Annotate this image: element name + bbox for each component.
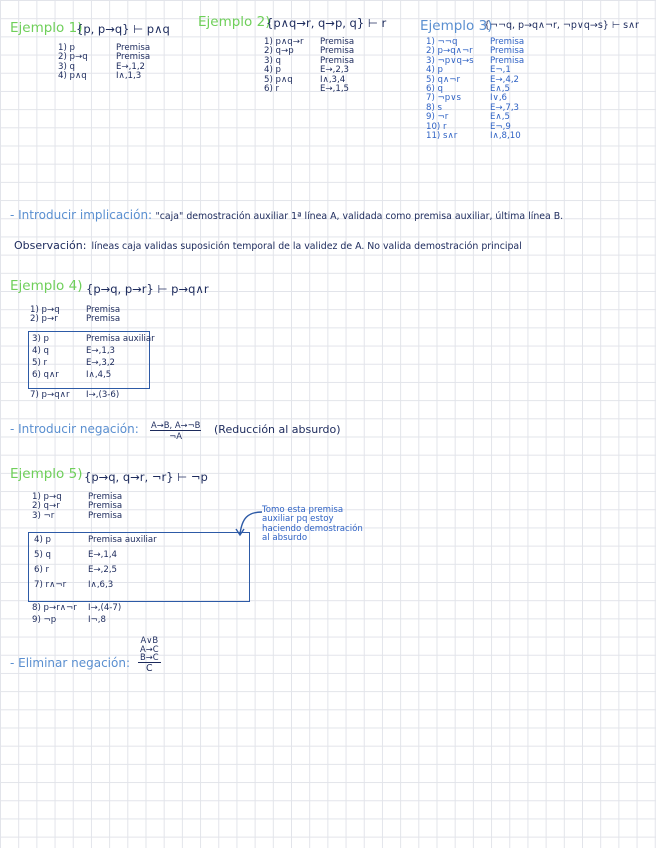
proof-line-number: 6) r — [34, 565, 50, 575]
proof-rule: E¬,9 — [490, 121, 511, 132]
proof-rule: I∧,8,10 — [490, 130, 521, 141]
example-4-lines-after — [30, 391, 70, 400]
proof-line-number: 5) p∧q — [264, 74, 293, 85]
rule-premise: A∨B — [140, 635, 159, 645]
negation-elim-title: - Eliminar negación: — [10, 656, 131, 670]
proof-line-number: 6) q — [426, 83, 444, 94]
example-2-sequent: {p∧q→r, q→p, q} ⊢ r — [266, 16, 387, 30]
proof-rule: Premisa — [320, 55, 355, 66]
example-5-rules-before — [88, 493, 122, 521]
proof-line-number: 7) r∧¬r — [34, 580, 67, 590]
example-1-rules — [116, 44, 150, 82]
rule-premise: A→C — [140, 643, 159, 654]
negation-elim-rule — [138, 636, 161, 674]
proof-line-number: 1) p — [58, 43, 76, 53]
implication-intro-title: - Introducir implicación: — [10, 208, 153, 222]
proof-rule: Premisa — [320, 46, 355, 57]
proof-rule: Premisa — [490, 46, 525, 57]
example-4-lines-box — [32, 335, 59, 383]
proof-line-number: 2) q→r — [32, 501, 60, 512]
example-1-sequent: {p, p→q} ⊢ p∧q — [76, 22, 170, 36]
example-5-lines-after — [32, 604, 77, 628]
proof-rule: Premisa — [86, 314, 121, 325]
proof-rule: E→,2,5 — [88, 565, 118, 575]
proof-rule: Premisa — [490, 37, 525, 47]
example-4-rules-box — [86, 335, 155, 383]
proof-line-number: 7) p→q∧r — [30, 390, 70, 400]
proof-rule: E→,2,3 — [320, 65, 350, 76]
proof-rule: Premisa — [88, 510, 123, 521]
example-5-lines-before — [32, 493, 62, 521]
proof-rule: Premisa — [490, 55, 525, 66]
negation-intro-note: (Reducción al absurdo) — [214, 423, 341, 436]
example-2-rules — [320, 38, 354, 94]
proof-line-number: 6) q∧r — [32, 370, 59, 380]
proof-rule: Premisa auxiliar — [86, 334, 155, 344]
proof-rule: E→,4,2 — [490, 74, 520, 85]
proof-rule: E→,1,2 — [116, 61, 146, 72]
observation-title: Observación: — [14, 239, 87, 252]
proof-line-number: 3) p — [32, 334, 50, 344]
proof-line-number: 4) p∧q — [58, 71, 87, 82]
proof-line-number: 3) q — [264, 55, 282, 66]
proof-rule: Premisa — [88, 492, 123, 502]
example-4-lines-before — [30, 306, 60, 325]
example-2-lines — [264, 38, 304, 94]
proof-rule: Premisa — [88, 501, 123, 512]
proof-rule: Premisa — [86, 305, 121, 315]
proof-rule: I→,(3-6) — [86, 390, 120, 400]
proof-line-number: 4) p — [426, 65, 444, 76]
example-5-label: Ejemplo 5) — [10, 466, 83, 482]
proof-line-number: 8) p→r∧¬r — [32, 603, 77, 613]
example-5-annotation — [262, 506, 363, 544]
proof-line-number: 1) p→q — [30, 305, 60, 315]
proof-line-number: 9) ¬p — [32, 615, 57, 625]
fraction-denominator: ¬A — [169, 431, 183, 441]
proof-rule: Premisa auxiliar — [88, 535, 157, 545]
example-5-lines-box — [34, 536, 66, 596]
example-5-sequent: {p→q, q→r, ¬r} ⊢ ¬p — [84, 470, 208, 484]
proof-line-number: 6) r — [264, 83, 280, 94]
example-5-rules-after — [88, 604, 121, 628]
proof-line-number: 4) p — [34, 535, 52, 545]
example-5-rules-box — [88, 536, 157, 596]
example-4-sequent: {p→q, p→r} ⊢ p→q∧r — [86, 282, 209, 296]
proof-line-number: 1) p→q — [32, 492, 62, 502]
example-3-lines — [426, 38, 474, 141]
proof-rule: E¬,1 — [490, 65, 511, 76]
proof-line-number: 5) r — [32, 358, 48, 368]
rule-premise: B→C — [140, 652, 159, 663]
proof-rule: I→,(4-7) — [88, 603, 122, 613]
proof-rule: Premisa — [320, 37, 355, 47]
proof-line-number: 2) p→q∧¬r — [426, 46, 473, 57]
proof-line-number: 9) ¬r — [426, 112, 449, 123]
proof-line-number: 4) p — [264, 65, 282, 76]
proof-line-number: 5) q — [34, 550, 52, 560]
example-3-label: Ejemplo 3) — [420, 18, 493, 34]
proof-rule: E∧,5 — [490, 112, 510, 123]
negation-intro-fraction — [150, 420, 201, 441]
proof-line-number: 8) s — [426, 102, 443, 113]
annotation-line: auxiliar pq estoy — [262, 514, 334, 525]
proof-rule: E→,1,3 — [86, 346, 116, 356]
proof-line-number: 3) q — [58, 61, 76, 72]
proof-rule: I∧,3,4 — [320, 74, 346, 85]
annotation-arrow-icon — [232, 508, 266, 542]
proof-rule: E→,1,5 — [320, 83, 350, 94]
proof-line-number: 3) ¬r — [32, 510, 55, 521]
proof-line-number: 1) ¬¬q — [426, 37, 458, 47]
example-2-label: Ejemplo 2) — [198, 14, 271, 30]
proof-line-number: 4) q — [32, 346, 50, 356]
negation-intro-title: - Introducir negación: — [10, 422, 139, 436]
rule-conclusion: C — [146, 662, 153, 674]
annotation-line: Tomo esta premisa — [262, 505, 344, 515]
proof-rule: Premisa — [116, 43, 151, 53]
example-4-rules-after — [86, 391, 119, 400]
proof-rule: Premisa — [116, 52, 151, 63]
proof-rule: I∧,6,3 — [88, 580, 114, 590]
proof-line-number: 2) p→r — [30, 314, 58, 325]
example-3-sequent: {¬¬q, p→q∧¬r, ¬p∨q→s} ⊢ s∧r — [484, 20, 639, 31]
annotation-line: al absurdo — [262, 533, 308, 544]
implication-intro-line — [10, 208, 563, 222]
proof-rule: I¬,8 — [88, 615, 106, 625]
fraction-numerator: A→B, A→¬B — [151, 420, 201, 430]
observation-text: líneas caja validas suposición temporal de la validez de A. No valida demostración principal — [91, 241, 522, 252]
proof-line-number: 7) ¬p∨s — [426, 93, 461, 104]
implication-intro-text: "caja" demostración auxiliar 1ª línea A, validada como premisa auxiliar, última línea B. — [155, 211, 564, 222]
annotation-line: haciendo demostración — [262, 523, 363, 534]
example-4-label: Ejemplo 4) — [10, 278, 83, 294]
proof-line-number: 2) q→p — [264, 46, 294, 57]
proof-rule: E∧,5 — [490, 83, 510, 94]
example-4-rules-before — [86, 306, 120, 325]
proof-rule: I∧,4,5 — [86, 370, 112, 380]
observation-line — [14, 234, 522, 253]
proof-rule: E→,7,3 — [490, 102, 520, 113]
example-1-lines — [58, 44, 88, 82]
proof-line-number: 11) s∧r — [426, 130, 458, 141]
proof-rule: E→,3,2 — [86, 358, 116, 368]
example-1-label: Ejemplo 1) — [10, 20, 83, 36]
proof-line-number: 1) p∧q→r — [264, 37, 304, 47]
proof-line-number: 2) p→q — [58, 52, 88, 63]
proof-rule: I∧,1,3 — [116, 71, 142, 82]
proof-rule: I∨,6 — [490, 93, 508, 104]
example-3-rules — [490, 38, 524, 141]
proof-rule: E→,1,4 — [88, 550, 118, 560]
proof-line-number: 3) ¬p∨q→s — [426, 55, 474, 66]
proof-line-number: 5) q∧¬r — [426, 74, 461, 85]
proof-line-number: 10) r — [426, 121, 447, 132]
